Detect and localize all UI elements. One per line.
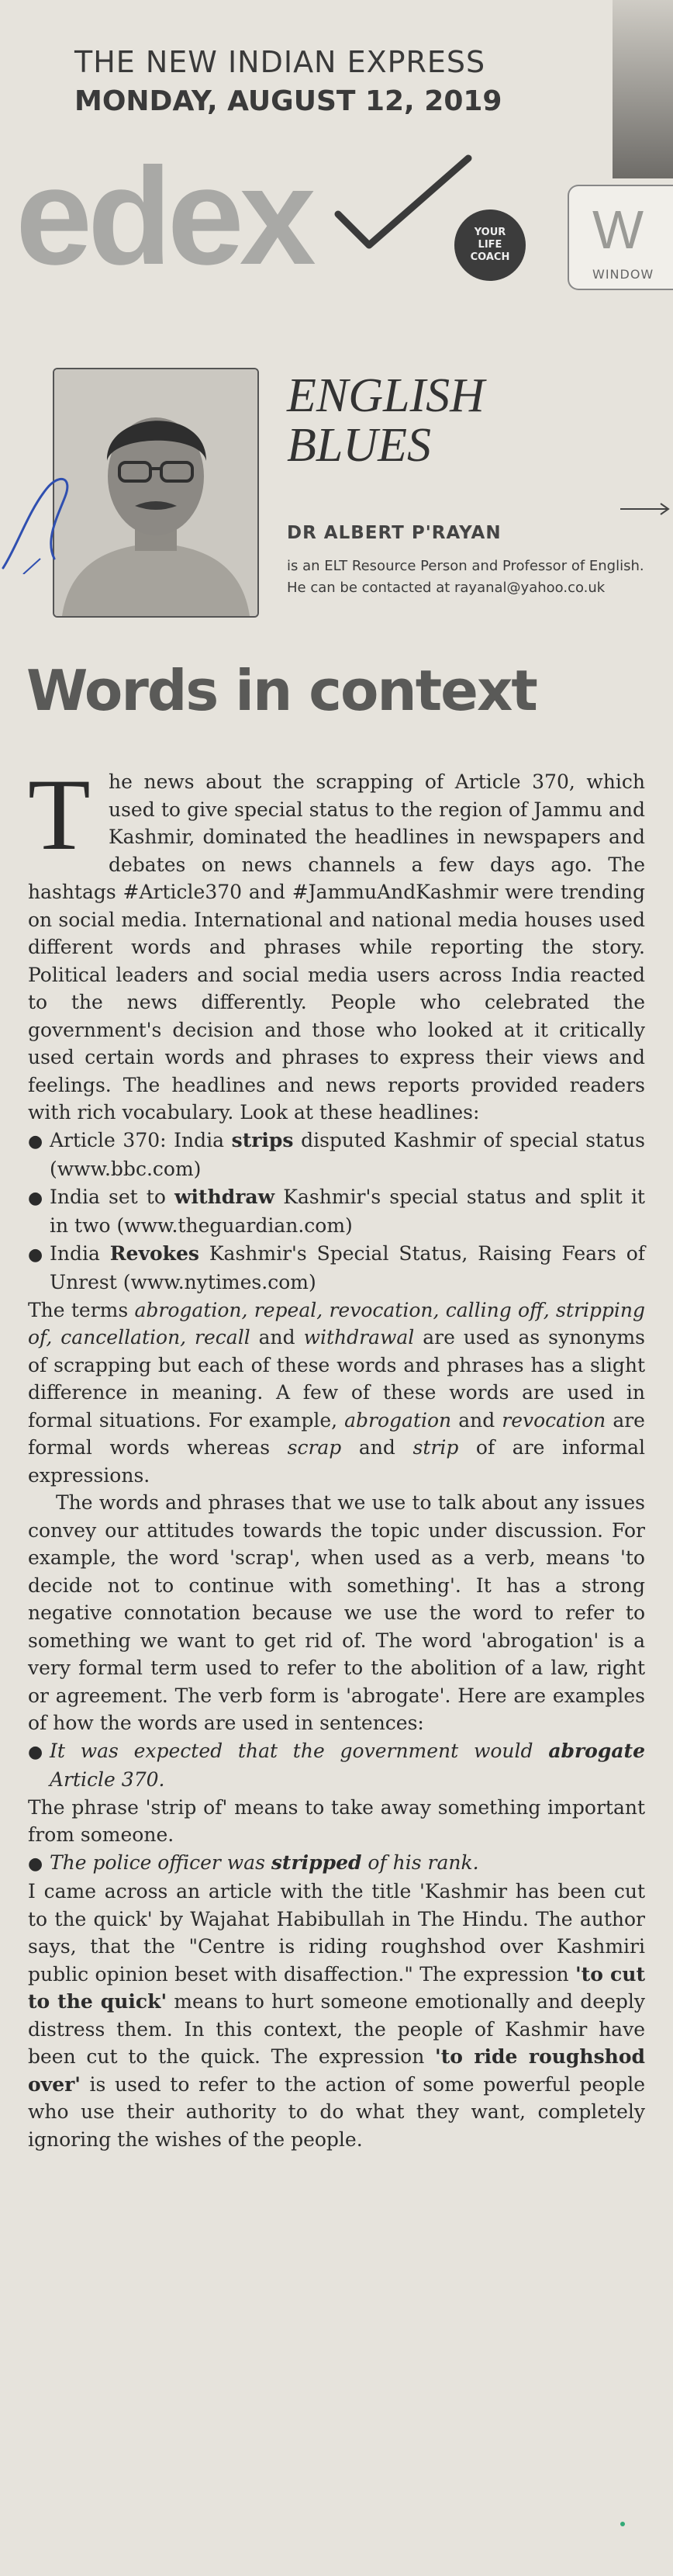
pen-mark-icon (0, 466, 85, 574)
drop-cap: T (28, 757, 91, 871)
paragraph-attitudes: The words and phrases that we use to talk about any issues convey our attitudes towards the topic under discussion. For example, the word 'scrap', when used as a verb, means 'to decide not to continue with something'. It has a strong negative connotation because we use the word to refer to something we want to get rid of. The word 'abrogation' is a very formal term used to refer to the abolition of a law, right or agreement. The verb form is 'abrogate'. Here are examples of how the words are used in sentences: (28, 1491, 645, 1734)
text: is used to refer to the action of some powerful people who use their authority to do what they want, completely ignoring the wishes of the people. (28, 2072, 645, 2151)
text: and (341, 1436, 413, 1459)
text: and (451, 1408, 502, 1432)
paragraph-strip-of: The phrase 'strip of' means to take away something important from someone. (28, 1795, 645, 1846)
bio-line: is an ELT Resource Person and Professor of English. (287, 558, 644, 574)
term: strip (412, 1436, 459, 1459)
text: The police officer was (50, 1851, 271, 1874)
issue-date: MONDAY, AUGUST 12, 2019 (74, 85, 502, 117)
text: Article 370. (50, 1768, 165, 1791)
text: of his rank. (361, 1851, 479, 1874)
badge-line: LIFE (478, 239, 502, 251)
term: withdrawal (303, 1326, 415, 1349)
text: It was expected that the government would (50, 1739, 549, 1762)
window-label: WINDOW (592, 267, 654, 282)
headline-text: disputed Kashmir of special status (www.bbc.com) (50, 1128, 645, 1180)
column-title-line: BLUES (287, 419, 431, 472)
column-title (287, 371, 485, 470)
arrow-right-icon (620, 501, 673, 517)
corner-photo (613, 0, 673, 178)
term-list: abrogation, repeal, revocation, calling off, stripping of, cancellation, recall (28, 1298, 645, 1349)
masthead (0, 0, 673, 341)
headline-item (28, 1240, 645, 1297)
headline-text: Kashmir's special status and split it in two (www.theguardian.com) (50, 1185, 645, 1237)
text: The terms (28, 1298, 135, 1321)
term: scrap (287, 1436, 342, 1459)
text: of are informal expressions. (28, 1436, 646, 1487)
text: I came across an article with the title 'Kashmir has been cut to the quick' by Wajahat Habibullah in The Hindu. The author says, that the "Centre is riding roughshod over Kashmiri public opinion beset with disaffection." The expression (28, 1880, 645, 1986)
example-sentence (28, 1737, 645, 1794)
badge-line: COACH (470, 251, 510, 263)
headline-text: India set to (50, 1185, 175, 1208)
checkmark-icon (333, 154, 473, 254)
text: means to hurt someone emotionally and deeply distress them. In this context, the people of Kashmir have been cut to the quick. The expression (28, 1990, 645, 2068)
newspaper-name: THE NEW INDIAN EXPRESS (74, 45, 486, 79)
author-name: DR ALBERT P'RAYAN (287, 523, 502, 543)
article-body (28, 757, 646, 2153)
column-title-line: ENGLISH (287, 369, 485, 422)
paragraph-intro (28, 757, 645, 1127)
term: revocation (502, 1408, 606, 1432)
headline-text: Article 370: India (50, 1128, 232, 1151)
headline-keyword: Revokes (109, 1241, 199, 1265)
text: are used as synonyms of scrapping but each of these words and phrases has a slight difference in meaning. A few of these words are used in formal situations. For example, (28, 1326, 645, 1432)
example-sentence (28, 1849, 645, 1878)
badge-line: YOUR (474, 227, 506, 238)
paragraph-kashmir-article (28, 1878, 645, 2153)
end-mark (620, 2522, 625, 2526)
life-coach-badge (454, 209, 526, 281)
term: abrogation (344, 1408, 452, 1432)
window-teaser (568, 185, 673, 290)
window-logo-letter: W (592, 199, 644, 260)
headline-keyword: strips (231, 1128, 294, 1151)
bio-line: He can be contacted at rayanal@yahoo.co.uk (287, 580, 606, 596)
headline-keyword: withdraw (174, 1185, 275, 1208)
author-bio (287, 556, 644, 599)
headline-item (28, 1183, 645, 1240)
example-keyword: abrogate (548, 1739, 645, 1762)
expression: 'to cut to the quick' (28, 1962, 645, 2013)
paragraph-terms (28, 1297, 645, 1490)
text: are formal words whereas (28, 1408, 645, 1459)
paragraph-text: he news about the scrapping of Article 370, which used to give special status to the region of Jammu and Kashmir, dominated the headlines in newspapers and debates on news channels a few days ago. The hashtags #Article370 and #JammuAndKashmir were trending on social media. International and national media houses used different words and phrases while reporting the story. Political leaders and social media users across India reacted to the news differently. People who celebrated the government's decision and those who looked at it critically used certain words and phrases to express their views and feelings. The headlines and news reports provided readers with rich vocabulary. Look at these headlines: (28, 770, 645, 1124)
edex-logo: edex (16, 139, 312, 293)
headline-text: Kashmir's Special Status, Raising Fears of Unrest (www.nytimes.com) (50, 1241, 645, 1293)
text: and (250, 1326, 304, 1349)
headline-text: India (50, 1241, 110, 1265)
article-headline: Words in context (26, 658, 537, 723)
example-keyword: stripped (271, 1851, 362, 1874)
headline-item (28, 1127, 645, 1183)
expression: 'to ride roughshod over' (28, 2045, 645, 2096)
